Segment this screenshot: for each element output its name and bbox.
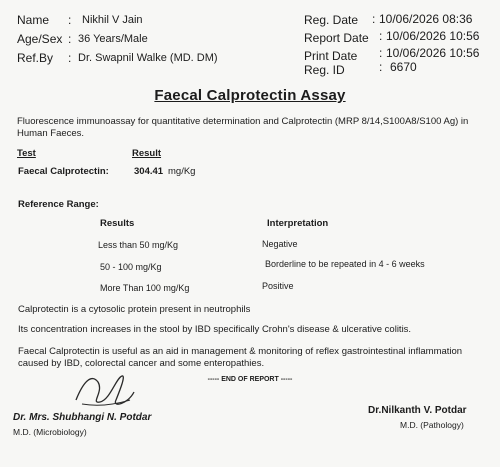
report-date-value: 10/06/2026 10:56 bbox=[386, 29, 480, 43]
reg-date-colon: : bbox=[372, 12, 376, 26]
refby-colon: : bbox=[68, 51, 72, 65]
reg-date-value: 10/06/2026 08:36 bbox=[379, 12, 473, 26]
signature-left-icon bbox=[70, 370, 140, 410]
print-date-colon: : bbox=[379, 46, 383, 60]
note-line: Its concentration increases in the stool by IBD specifically Crohn's disease & ulcerative colitis. bbox=[18, 324, 412, 335]
report-date-colon: : bbox=[379, 29, 383, 43]
agesex-label: Age/Sex bbox=[17, 32, 63, 46]
interpretation-header: Interpretation bbox=[267, 218, 329, 229]
reference-range-title: Reference Range: bbox=[18, 199, 99, 210]
result-unit: mg/Kg bbox=[168, 166, 196, 177]
ref-row-interpretation: Negative bbox=[262, 239, 298, 249]
test-name: Faecal Calprotectin: bbox=[18, 166, 109, 177]
report-date-label: Report Date bbox=[304, 31, 369, 45]
reg-id-value: 6670 bbox=[390, 60, 417, 74]
note-line: Faecal Calprotectin is useful as an aid in management & monitoring of reflex gastrointestinal inflammation caused by IBD, colorectal cancer and some enteropathies. bbox=[18, 346, 463, 369]
result-header: Result bbox=[132, 148, 162, 159]
patient-agesex: 36 Years/Male bbox=[78, 33, 148, 45]
ref-row-result: Less than 50 mg/Kg bbox=[98, 240, 179, 250]
ref-row-interpretation: Positive bbox=[262, 281, 294, 291]
name-label: Name bbox=[17, 13, 50, 27]
right-signatory-name: Dr.Nilkanth V. Potdar bbox=[368, 405, 467, 416]
method-description: Fluorescence immunoassay for quantitative determination and Calprotectin (MRP 8/14,S100A8/S100 Ag) in Human Faeces. bbox=[17, 116, 469, 139]
print-date-value: 10/06/2026 10:56 bbox=[386, 46, 480, 60]
reg-id-colon: : bbox=[379, 60, 383, 74]
note-line: Calprotectin is a cytosolic protein present in neutrophils bbox=[18, 304, 251, 315]
reg-id-label: Reg. ID bbox=[304, 63, 345, 77]
refby-label: Ref.By bbox=[17, 51, 54, 65]
left-signatory-degree: M.D. (Microbiology) bbox=[13, 427, 87, 437]
agesex-colon: : bbox=[68, 32, 72, 46]
print-date-label: Print Date bbox=[304, 49, 358, 63]
referring-doctor: Dr. Swapnil Walke (MD. DM) bbox=[78, 52, 218, 64]
report-title: Faecal Calprotectin Assay bbox=[154, 87, 346, 104]
name-colon: : bbox=[68, 13, 72, 27]
results-header: Results bbox=[100, 218, 135, 229]
test-header: Test bbox=[17, 148, 36, 159]
end-of-report: ----- END OF REPORT ----- bbox=[207, 376, 293, 383]
left-signatory-name: Dr. Mrs. Shubhangi N. Potdar bbox=[13, 412, 152, 423]
right-signatory-degree: M.D. (Pathology) bbox=[400, 420, 464, 430]
ref-row-interpretation: Borderline to be repeated in 4 - 6 weeks bbox=[265, 259, 425, 269]
patient-name: Nikhil V Jain bbox=[82, 14, 143, 26]
ref-row-result: 50 - 100 mg/Kg bbox=[100, 262, 162, 272]
result-value: 304.41 bbox=[134, 166, 164, 177]
ref-row-result: More Than 100 mg/Kg bbox=[100, 283, 190, 293]
reg-date-label: Reg. Date bbox=[304, 13, 359, 27]
